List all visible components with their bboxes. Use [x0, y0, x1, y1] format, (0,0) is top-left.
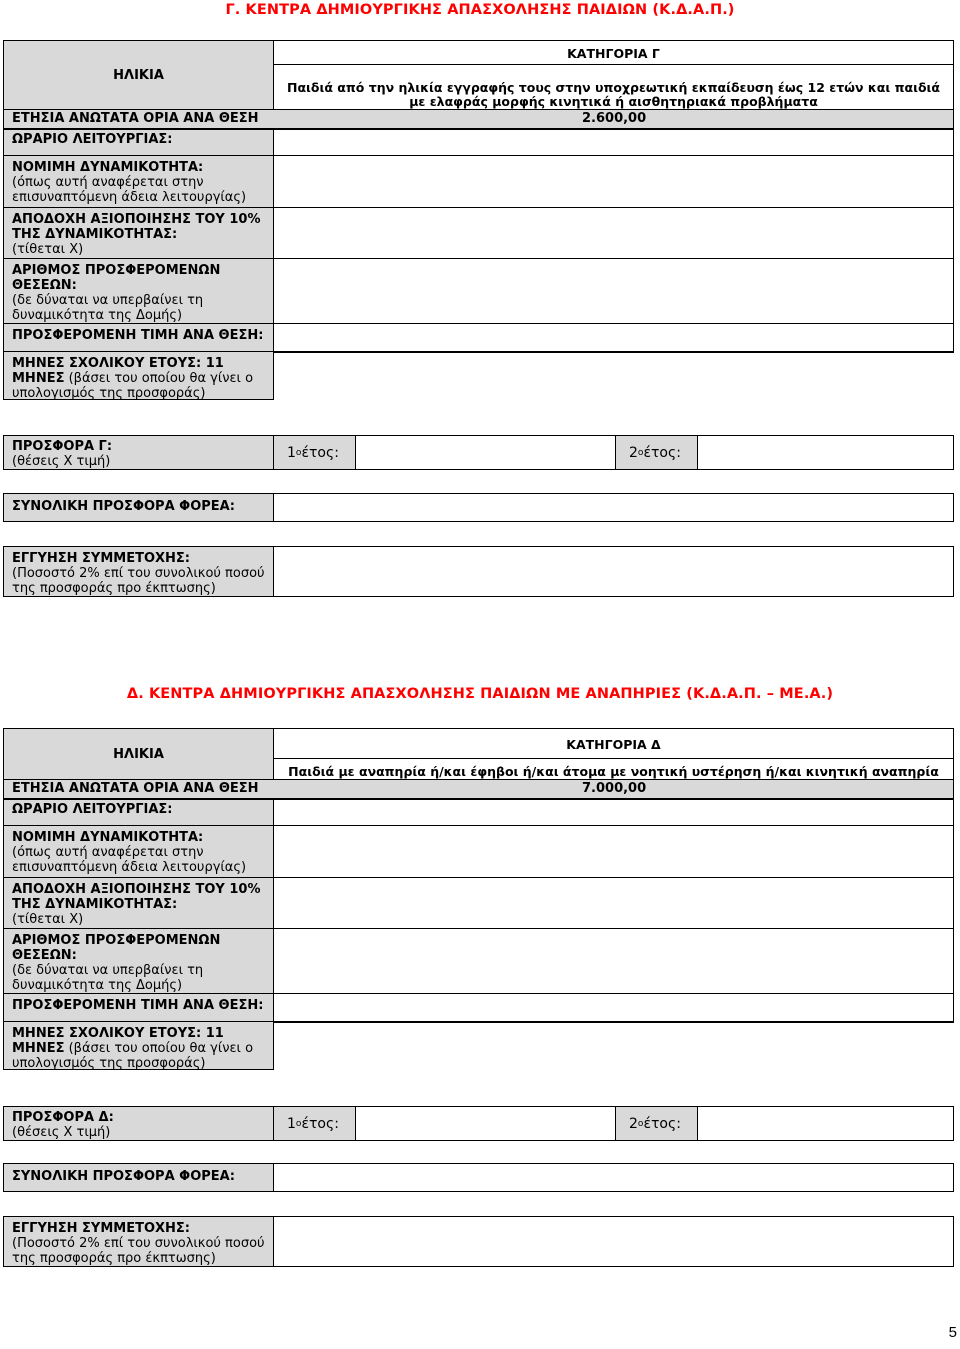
guarantee-d-row	[3, 1216, 954, 1267]
accept-row	[3, 208, 954, 259]
price-input[interactable]	[274, 324, 954, 352]
header-row	[3, 728, 954, 780]
months-label-2: ΜΗΝΕΣ	[12, 371, 65, 386]
hours-input[interactable]	[274, 129, 954, 156]
months-label-2: ΜΗΝΕΣ	[12, 1041, 65, 1056]
category-title: ΚΑΤΗΓΟΡΙΑ Γ	[567, 45, 660, 61]
capacity-note-2: επισυναπτόμενη άδεια λειτουργίας)	[12, 190, 247, 205]
capacity-note-1: (όπως αυτή αναφέρεται στην	[12, 175, 204, 190]
capacity-input[interactable]	[274, 156, 954, 208]
offer-g-year1-label: 1 ο έτος:	[274, 435, 356, 470]
positions-note-1: (δε δύναται να υπερβαίνει τη	[12, 963, 204, 978]
offer-g-label: ΠΡΟΣΦΟΡΑ Γ:	[12, 439, 113, 454]
total-g-label: ΣΥΝΟΛΙΚΗ ΠΡΟΣΦΟΡΑ ΦΟΡΕΑ:	[3, 493, 274, 522]
positions-row	[3, 929, 954, 994]
offer-d-note: (θέσεις Χ τιμή)	[12, 1125, 111, 1140]
positions-label-2: ΘΕΣΕΩΝ:	[12, 948, 77, 963]
price-label: ΠΡΟΣΦΕΡΟΜΕΝΗ ΤΙΜΗ ΑΝΑ ΘΕΣΗ:	[3, 324, 274, 352]
category-title: ΚΑΤΗΓΟΡΙΑ Δ	[566, 736, 661, 752]
header-row	[3, 40, 954, 110]
section-d-form	[3, 728, 954, 1070]
months-blank	[274, 352, 954, 400]
category-cell	[274, 728, 954, 780]
months-note-2: (βάσει του οποίου θα γίνει ο	[64, 1041, 254, 1056]
guarantee-g-label: ΕΓΓΥΗΣΗ ΣΥΜΜΕΤΟΧΗΣ:	[12, 551, 190, 566]
months-note-3: υπολογισμός της προσφοράς)	[12, 1056, 206, 1071]
accept-input[interactable]	[274, 878, 954, 929]
accept-label-2: ΤΗΣ ΔΥΝΑΜΙΚΟΤΗΤΑΣ:	[12, 897, 178, 912]
capacity-label: ΝΟΜΙΜΗ ΔΥΝΑΜΙΚΟΤΗΤΑ:	[12, 830, 204, 845]
annual-limit-label: ΕΤΗΣΙΑ ΑΝΩΤΑΤΑ ΟΡΙΑ ΑΝΑ ΘΕΣΗ	[12, 111, 259, 126]
offer-d-row	[3, 1106, 954, 1141]
annual-limit-row	[3, 780, 954, 799]
offer-d-year2-input[interactable]	[698, 1106, 954, 1141]
hours-label: ΩΡΑΡΙΟ ΛΕΙΤΟΥΡΓΙΑΣ:	[3, 799, 274, 826]
hours-row	[3, 799, 954, 826]
accept-row	[3, 878, 954, 929]
offer-g-row	[3, 435, 954, 470]
guarantee-d-note-2: της προσφοράς προ έκπτωσης)	[12, 1251, 216, 1266]
price-row	[3, 994, 954, 1022]
capacity-input[interactable]	[274, 826, 954, 878]
positions-input[interactable]	[274, 929, 954, 994]
annual-limit-row	[3, 110, 954, 129]
accept-label-1: ΑΠΟΔΟΧΗ ΑΞΙΟΠΟΙΗΣΗΣ ΤΟΥ 10%	[12, 212, 261, 227]
capacity-label: ΝΟΜΙΜΗ ΔΥΝΑΜΙΚΟΤΗΤΑ:	[12, 160, 204, 175]
accept-label-2: ΤΗΣ ΔΥΝΑΜΙΚΟΤΗΤΑΣ:	[12, 227, 178, 242]
category-cell	[274, 40, 954, 110]
accept-note: (τίθεται Χ)	[12, 242, 84, 257]
hours-row	[3, 129, 954, 156]
capacity-row	[3, 826, 954, 878]
guarantee-d-input[interactable]	[274, 1216, 954, 1267]
positions-note-2: δυναμικότητα της Δομής)	[12, 308, 183, 323]
guarantee-d-label: ΕΓΓΥΗΣΗ ΣΥΜΜΕΤΟΧΗΣ:	[12, 1221, 190, 1236]
offer-d-year1-label: 1 ο έτος:	[274, 1106, 356, 1141]
capacity-note-2: επισυναπτόμενη άδεια λειτουργίας)	[12, 860, 247, 875]
months-blank	[274, 1022, 954, 1070]
offer-d-year1-input[interactable]	[356, 1106, 616, 1141]
capacity-note-1: (όπως αυτή αναφέρεται στην	[12, 845, 204, 860]
offer-g-year1-input[interactable]	[356, 435, 616, 470]
guarantee-g-input[interactable]	[274, 546, 954, 597]
page-number: 5	[948, 1324, 957, 1341]
months-label-1: ΜΗΝΕΣ ΣΧΟΛΙΚΟΥ ΕΤΟΥΣ: 11	[12, 356, 224, 371]
total-g-row	[3, 493, 954, 522]
category-desc-line2: με ελαφράς μορφής κινητικά ή αισθητηριακά προβλήματα	[409, 93, 818, 109]
category-desc-line1: Παιδιά με αναπηρία ή/και έφηβοι ή/και άτομα με νοητική υστέρηση ή/και κινητική αναπηρία	[288, 763, 939, 779]
total-d-row	[3, 1163, 954, 1192]
annual-limit-value: 7.000,00	[582, 781, 647, 796]
section-d-title: Δ. ΚΕΝΤΡΑ ΔΗΜΙΟΥΡΓΙΚΗΣ ΑΠΑΣΧΟΛΗΣΗΣ ΠΑΙΔΙΩΝ ΜΕ ΑΝΑΠΗΡΙΕΣ (Κ.Δ.Α.Π. – ΜΕ.Α.)	[126, 686, 834, 702]
annual-limit-label: ΕΤΗΣΙΑ ΑΝΩΤΑΤΑ ΟΡΙΑ ΑΝΑ ΘΕΣΗ	[12, 781, 259, 796]
category-desc-line1: Παιδιά από την ηλικία εγγραφής τους στην υποχρεωτική εκπαίδευση έως 12 ετών και παιδιά	[286, 79, 940, 95]
price-row	[3, 324, 954, 352]
age-header: ΗΛΙΚΙΑ	[3, 728, 274, 780]
accept-note: (τίθεται Χ)	[12, 912, 84, 927]
offer-d-year2-label: 2 ο έτος:	[616, 1106, 698, 1141]
age-header: ΗΛΙΚΙΑ	[3, 40, 274, 110]
total-d-input[interactable]	[274, 1163, 954, 1192]
offer-d-label: ΠΡΟΣΦΟΡΑ Δ:	[12, 1110, 114, 1125]
hours-label: ΩΡΑΡΙΟ ΛΕΙΤΟΥΡΓΙΑΣ:	[3, 129, 274, 156]
guarantee-d-note-1: (Ποσοστό 2% επί του συνολικού ποσού	[12, 1236, 265, 1251]
price-input[interactable]	[274, 994, 954, 1022]
guarantee-g-note-2: της προσφοράς προ έκπτωσης)	[12, 581, 216, 596]
accept-label-1: ΑΠΟΔΟΧΗ ΑΞΙΟΠΟΙΗΣΗΣ ΤΟΥ 10%	[12, 882, 261, 897]
months-note-3: υπολογισμός της προσφοράς)	[12, 386, 206, 401]
positions-row	[3, 259, 954, 324]
months-note-2: (βάσει του οποίου θα γίνει ο	[64, 371, 254, 386]
total-g-input[interactable]	[274, 493, 954, 522]
positions-input[interactable]	[274, 259, 954, 324]
hours-input[interactable]	[274, 799, 954, 826]
guarantee-g-row	[3, 546, 954, 597]
accept-input[interactable]	[274, 208, 954, 259]
months-row	[3, 352, 954, 400]
positions-label-2: ΘΕΣΕΩΝ:	[12, 278, 77, 293]
offer-g-year2-label: 2 ο έτος:	[616, 435, 698, 470]
capacity-row	[3, 156, 954, 208]
section-g-form	[3, 40, 954, 400]
months-row	[3, 1022, 954, 1070]
positions-label-1: ΑΡΙΘΜΟΣ ΠΡΟΣΦΕΡΟΜΕΝΩΝ	[12, 933, 221, 948]
total-d-label: ΣΥΝΟΛΙΚΗ ΠΡΟΣΦΟΡΑ ΦΟΡΕΑ:	[3, 1163, 274, 1192]
annual-limit-value: 2.600,00	[582, 111, 647, 126]
price-label: ΠΡΟΣΦΕΡΟΜΕΝΗ ΤΙΜΗ ΑΝΑ ΘΕΣΗ:	[3, 994, 274, 1022]
positions-note-2: δυναμικότητα της Δομής)	[12, 978, 183, 993]
positions-note-1: (δε δύναται να υπερβαίνει τη	[12, 293, 204, 308]
months-label-1: ΜΗΝΕΣ ΣΧΟΛΙΚΟΥ ΕΤΟΥΣ: 11	[12, 1026, 224, 1041]
section-g-title: Γ. ΚΕΝΤΡΑ ΔΗΜΙΟΥΡΓΙΚΗΣ ΑΠΑΣΧΟΛΗΣΗΣ ΠΑΙΔΙΩΝ (Κ.Δ.Α.Π.)	[225, 2, 735, 18]
guarantee-g-note-1: (Ποσοστό 2% επί του συνολικού ποσού	[12, 566, 265, 581]
positions-label-1: ΑΡΙΘΜΟΣ ΠΡΟΣΦΕΡΟΜΕΝΩΝ	[12, 263, 221, 278]
offer-g-year2-input[interactable]	[698, 435, 954, 470]
offer-g-note: (θέσεις Χ τιμή)	[12, 454, 111, 469]
